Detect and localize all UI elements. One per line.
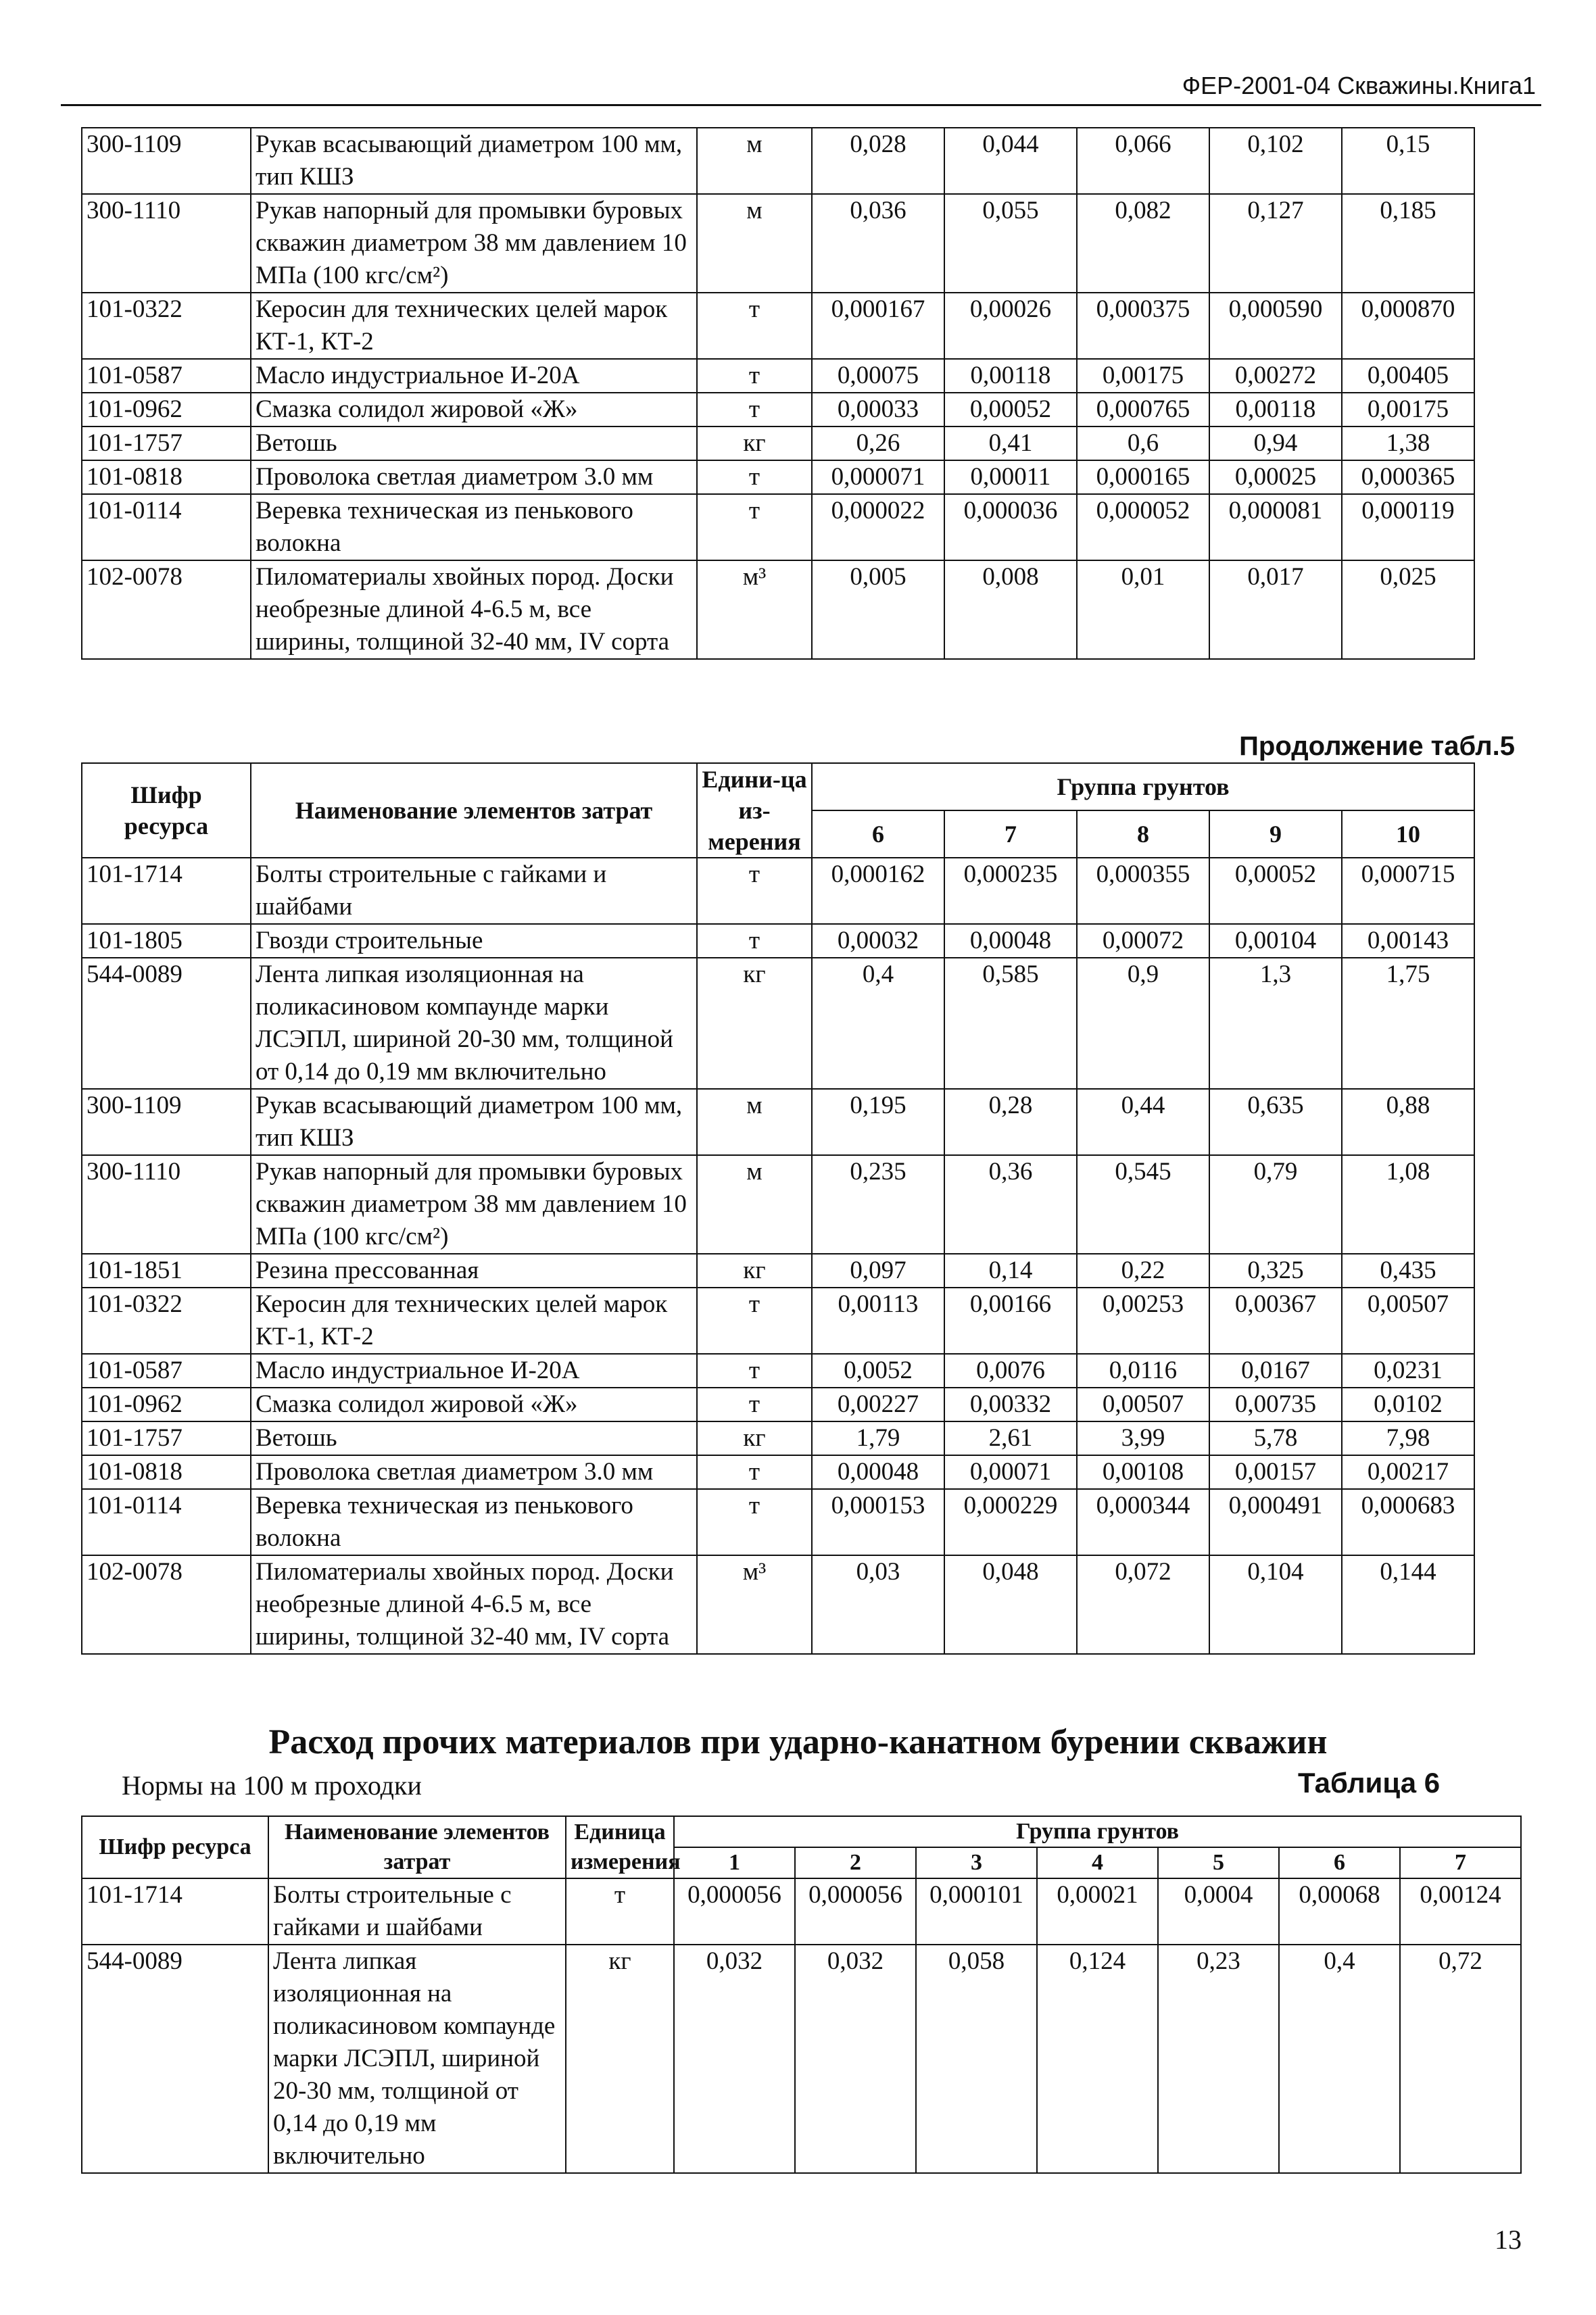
resource-code: 101-0322 [82,293,251,359]
resource-code: 101-1757 [82,427,251,460]
table-row [82,1155,1474,1254]
unit-cell: т [697,1388,812,1421]
table-row [82,1455,1474,1489]
resource-code: 544-0089 [82,958,251,1089]
cost-element-name: Болты строительные с гайками и шайбами [251,858,697,924]
cost-element-name: Проволока светлая диаметром 3.0 мм [251,1455,697,1489]
unit-cell: т [697,1354,812,1388]
value-cell: 0,14 [944,1254,1077,1288]
value-cell: 0,00052 [944,393,1077,427]
cost-element-name: Рукав напорный для промывки буровых скважин диаметром 38 мм давлением 10 МПа (100 кгс/см²) [251,1155,697,1254]
value-cell: 0,000071 [812,460,944,494]
table-row [82,1254,1474,1288]
table-row [82,1878,1521,1945]
value-cell: 0,0102 [1342,1388,1474,1421]
value-cell: 0,000870 [1342,293,1474,359]
resource-code: 101-0114 [82,1489,251,1555]
value-cell: 0,144 [1342,1555,1474,1654]
value-cell: 0,00011 [944,460,1077,494]
value-cell: 0,000229 [944,1489,1077,1555]
value-cell: 0,00021 [1037,1878,1158,1945]
materials-table-continued [81,762,1475,1655]
value-cell: 0,000715 [1342,858,1474,924]
value-cell: 0,325 [1209,1254,1342,1288]
value-cell: 0,00272 [1209,359,1342,393]
value-cell: 0,000491 [1209,1489,1342,1555]
value-cell: 0,00048 [944,924,1077,958]
header-name: Наименование элементов затрат [268,1816,566,1878]
norms-caption: Нормы на 100 м проходки [122,1770,422,1801]
resource-code: 101-0962 [82,1388,251,1421]
resource-code: 101-0587 [82,359,251,393]
unit-cell: м [697,1155,812,1254]
value-cell: 0,066 [1077,128,1209,194]
value-cell: 0,00048 [812,1455,944,1489]
resource-code: 300-1110 [82,194,251,293]
value-cell: 7,98 [1342,1421,1474,1455]
header-code: Шифр ресурса [82,763,251,858]
value-cell: 0,000022 [812,494,944,560]
value-cell: 0,01 [1077,560,1209,659]
value-cell: 0,635 [1209,1089,1342,1155]
value-cell: 0,102 [1209,128,1342,194]
resource-code: 101-1714 [82,1878,268,1945]
resource-code: 101-0114 [82,494,251,560]
value-cell: 0,72 [1400,1945,1521,2173]
value-cell: 0,00227 [812,1388,944,1421]
cost-element-name: Ветошь [251,1421,697,1455]
unit-cell: т [697,858,812,924]
table-label: Таблица 6 [1298,1767,1441,1799]
value-cell: 0,6 [1077,427,1209,460]
value-cell: 0,00104 [1209,924,1342,958]
header-group-number: 3 [916,1847,1037,1878]
value-cell: 0,41 [944,427,1077,460]
cost-element-name: Смазка солидол жировой «Ж» [251,393,697,427]
value-cell: 1,08 [1342,1155,1474,1254]
value-cell: 0,000167 [812,293,944,359]
value-cell: 0,00332 [944,1388,1077,1421]
value-cell: 0,185 [1342,194,1474,293]
table-row [82,560,1474,659]
value-cell: 0,000119 [1342,494,1474,560]
value-cell: 0,048 [944,1555,1077,1654]
value-cell: 0,000344 [1077,1489,1209,1555]
value-cell: 0,000355 [1077,858,1209,924]
cost-element-name: Веревка техническая из пенькового волокна [251,1489,697,1555]
table-row [82,1288,1474,1354]
header-group-number: 1 [674,1847,795,1878]
value-cell: 0,000056 [674,1878,795,1945]
value-cell: 0,0167 [1209,1354,1342,1388]
table-row [82,359,1474,393]
value-cell: 0,585 [944,958,1077,1089]
value-cell: 0,9 [1077,958,1209,1089]
value-cell: 0,195 [812,1089,944,1155]
resource-code: 101-0587 [82,1354,251,1388]
value-cell: 0,44 [1077,1089,1209,1155]
resource-code: 101-1805 [82,924,251,958]
value-cell: 0,0052 [812,1354,944,1388]
resource-code: 544-0089 [82,1945,268,2173]
value-cell: 0,28 [944,1089,1077,1155]
value-cell: 0,104 [1209,1555,1342,1654]
value-cell: 0,044 [944,128,1077,194]
value-cell: 0,127 [1209,194,1342,293]
value-cell: 1,38 [1342,427,1474,460]
header-soil-group: Группа грунтов [812,763,1474,810]
resource-code: 101-0818 [82,460,251,494]
value-cell: 0,4 [1279,1945,1400,2173]
unit-cell: т [697,924,812,958]
value-cell: 1,3 [1209,958,1342,1089]
cost-element-name: Рукав всасывающий диаметром 100 мм, тип КШЗ [251,1089,697,1155]
value-cell: 0,00217 [1342,1455,1474,1489]
unit-cell: т [566,1878,674,1945]
resource-code: 101-0962 [82,393,251,427]
value-cell: 0,032 [674,1945,795,2173]
value-cell: 0,124 [1037,1945,1158,2173]
value-cell: 0,00033 [812,393,944,427]
table-row [82,128,1474,194]
table-row [82,427,1474,460]
unit-cell: т [697,1455,812,1489]
cost-element-name: Проволока светлая диаметром 3.0 мм [251,460,697,494]
table-row [82,194,1474,293]
value-cell: 0,058 [916,1945,1037,2173]
table-row [82,1489,1474,1555]
value-cell: 0,00175 [1342,393,1474,427]
value-cell: 0,00157 [1209,1455,1342,1489]
value-cell: 0,000081 [1209,494,1342,560]
header-group-number: 6 [812,810,944,858]
unit-cell: т [697,359,812,393]
value-cell: 0,00507 [1342,1288,1474,1354]
value-cell: 0,000165 [1077,460,1209,494]
resource-code: 101-0322 [82,1288,251,1354]
header-name: Наименование элементов затрат [251,763,697,858]
cost-element-name: Рукав всасывающий диаметром 100 мм, тип КШЗ [251,128,697,194]
continuation-label: Продолжение табл.5 [1239,731,1515,761]
value-cell: 2,61 [944,1421,1077,1455]
header-group-number: 10 [1342,810,1474,858]
value-cell: 0,545 [1077,1155,1209,1254]
value-cell: 0,23 [1158,1945,1279,2173]
resource-code: 102-0078 [82,1555,251,1654]
unit-cell: кг [697,1254,812,1288]
cost-element-name: Рукав напорный для промывки буровых скважин диаметром 38 мм давлением 10 МПа (100 кгс/см²) [251,194,697,293]
value-cell: 0,00735 [1209,1388,1342,1421]
value-cell: 0,0004 [1158,1878,1279,1945]
header-group-number: 9 [1209,810,1342,858]
value-cell: 0,00166 [944,1288,1077,1354]
page-header [61,70,1541,106]
value-cell: 0,000375 [1077,293,1209,359]
value-cell: 0,000101 [916,1878,1037,1945]
value-cell: 0,88 [1342,1089,1474,1155]
value-cell: 0,055 [944,194,1077,293]
value-cell: 0,036 [812,194,944,293]
cost-element-name: Лента липкая изоляционная на поликасиновом компаунде марки ЛСЭПЛ, шириной 20-30 мм, толщиной от 0,14 до 0,19 мм включительно [268,1945,566,2173]
resource-code: 101-1757 [82,1421,251,1455]
value-cell: 0,00108 [1077,1455,1209,1489]
value-cell: 0,00026 [944,293,1077,359]
unit-cell: кг [697,1421,812,1455]
value-cell: 0,0116 [1077,1354,1209,1388]
header-group-number: 7 [944,810,1077,858]
table-row [82,1089,1474,1155]
table-row [82,1945,1521,2173]
section-title: Расход прочих материалов при ударно-канатном бурении скважин [268,1723,1328,1761]
unit-cell: кг [697,958,812,1089]
unit-cell: м [697,1089,812,1155]
value-cell: 0,00124 [1400,1878,1521,1945]
resource-code: 102-0078 [82,560,251,659]
value-cell: 0,00143 [1342,924,1474,958]
value-cell: 0,00075 [812,359,944,393]
value-cell: 0,235 [812,1155,944,1254]
resource-code: 300-1110 [82,1155,251,1254]
value-cell: 0,000683 [1342,1489,1474,1555]
cost-element-name: Масло индустриальное И-20А [251,359,697,393]
unit-cell: кг [697,427,812,460]
value-cell: 0,000153 [812,1489,944,1555]
resource-code: 101-1851 [82,1254,251,1288]
unit-cell: м [697,194,812,293]
value-cell: 0,435 [1342,1254,1474,1288]
page-number: 13 [1495,2224,1522,2255]
unit-cell: т [697,460,812,494]
resource-code: 101-0818 [82,1455,251,1489]
value-cell: 0,00071 [944,1455,1077,1489]
unit-cell: м [697,128,812,194]
value-cell: 0,0231 [1342,1354,1474,1388]
header-group-number: 5 [1158,1847,1279,1878]
value-cell: 0,03 [812,1555,944,1654]
value-cell: 0,000056 [795,1878,916,1945]
cost-element-name: Ветошь [251,427,697,460]
value-cell: 0,008 [944,560,1077,659]
header-soil-group: Группа грунтов [674,1816,1521,1847]
value-cell: 0,032 [795,1945,916,2173]
value-cell: 0,028 [812,128,944,194]
resource-code: 300-1109 [82,1089,251,1155]
cost-element-name: Гвозди строительные [251,924,697,958]
table-row [82,1388,1474,1421]
value-cell: 0,00032 [812,924,944,958]
value-cell: 1,79 [812,1421,944,1455]
value-cell: 0,005 [812,560,944,659]
table-row [82,1555,1474,1654]
value-cell: 0,082 [1077,194,1209,293]
cost-element-name: Масло индустриальное И-20А [251,1354,697,1388]
table-body [82,858,1474,1654]
header-group-number: 8 [1077,810,1209,858]
header-group-number: 7 [1400,1847,1521,1878]
value-cell: 0,000365 [1342,460,1474,494]
table-body [82,1878,1521,2173]
table-row [82,924,1474,958]
table-row [82,1354,1474,1388]
unit-cell: т [697,393,812,427]
cost-element-name: Резина прессованная [251,1254,697,1288]
value-cell: 0,00052 [1209,858,1342,924]
cost-element-name: Болты строительные с гайками и шайбами [268,1878,566,1945]
materials-table-top [81,127,1475,660]
header-group-number: 2 [795,1847,916,1878]
value-cell: 0,26 [812,427,944,460]
cost-element-name: Смазка солидол жировой «Ж» [251,1388,697,1421]
cost-element-name: Пиломатериалы хвойных пород. Доски необрезные длиной 4-6.5 м, все ширины, толщиной 32-40 мм, IV сорта [251,560,697,659]
unit-cell: м³ [697,560,812,659]
header-group-number: 4 [1037,1847,1158,1878]
unit-cell: т [697,1489,812,1555]
table-row [82,958,1474,1089]
value-cell: 0,00072 [1077,924,1209,958]
value-cell: 0,4 [812,958,944,1089]
cost-element-name: Веревка техническая из пенькового волокна [251,494,697,560]
unit-cell: т [697,494,812,560]
value-cell: 0,36 [944,1155,1077,1254]
value-cell: 0,00507 [1077,1388,1209,1421]
cost-element-name: Лента липкая изоляционная на поликасиновом компаунде марки ЛСЭПЛ, шириной 20-30 мм, толщиной от 0,14 до 0,19 мм включительно [251,958,697,1089]
unit-cell: т [697,1288,812,1354]
header-unit: Едини-ца из-мерения [697,763,812,858]
value-cell: 0,0076 [944,1354,1077,1388]
value-cell: 5,78 [1209,1421,1342,1455]
value-cell: 0,00118 [1209,393,1342,427]
value-cell: 0,000235 [944,858,1077,924]
value-cell: 0,000036 [944,494,1077,560]
value-cell: 0,000590 [1209,293,1342,359]
value-cell: 0,000765 [1077,393,1209,427]
unit-cell: м³ [697,1555,812,1654]
value-cell: 0,025 [1342,560,1474,659]
table-row [82,393,1474,427]
value-cell: 0,000052 [1077,494,1209,560]
header-code: Шифр ресурса [82,1816,268,1878]
cost-element-name: Керосин для технических целей марок КТ-1, КТ-2 [251,293,697,359]
value-cell: 0,00405 [1342,359,1474,393]
unit-cell: т [697,293,812,359]
value-cell: 0,94 [1209,427,1342,460]
value-cell: 0,00025 [1209,460,1342,494]
table-row [82,460,1474,494]
table-row [82,494,1474,560]
table-body [82,128,1474,659]
value-cell: 0,017 [1209,560,1342,659]
value-cell: 0,15 [1342,128,1474,194]
value-cell: 0,00253 [1077,1288,1209,1354]
resource-code: 101-1714 [82,858,251,924]
table-row [82,858,1474,924]
table-row [82,293,1474,359]
unit-cell: кг [566,1945,674,2173]
value-cell: 0,00367 [1209,1288,1342,1354]
value-cell: 0,22 [1077,1254,1209,1288]
value-cell: 0,00113 [812,1288,944,1354]
resource-code: 300-1109 [82,128,251,194]
value-cell: 0,00068 [1279,1878,1400,1945]
value-cell: 1,75 [1342,958,1474,1089]
cost-element-name: Пиломатериалы хвойных пород. Доски необрезные длиной 4-6.5 м, все ширины, толщиной 32-40 мм, IV сорта [251,1555,697,1654]
value-cell: 0,00118 [944,359,1077,393]
cost-element-name: Керосин для технических целей марок КТ-1, КТ-2 [251,1288,697,1354]
value-cell: 0,00175 [1077,359,1209,393]
value-cell: 0,097 [812,1254,944,1288]
value-cell: 0,072 [1077,1555,1209,1654]
table-row [82,1421,1474,1455]
materials-table-6 [81,1816,1522,2174]
header-unit: Единица измерения [566,1816,674,1878]
header-group-number: 6 [1279,1847,1400,1878]
value-cell: 0,79 [1209,1155,1342,1254]
value-cell: 3,99 [1077,1421,1209,1455]
value-cell: 0,000162 [812,858,944,924]
document-title: ФЕР-2001-04 Скважины.Книга1 [1182,72,1536,99]
